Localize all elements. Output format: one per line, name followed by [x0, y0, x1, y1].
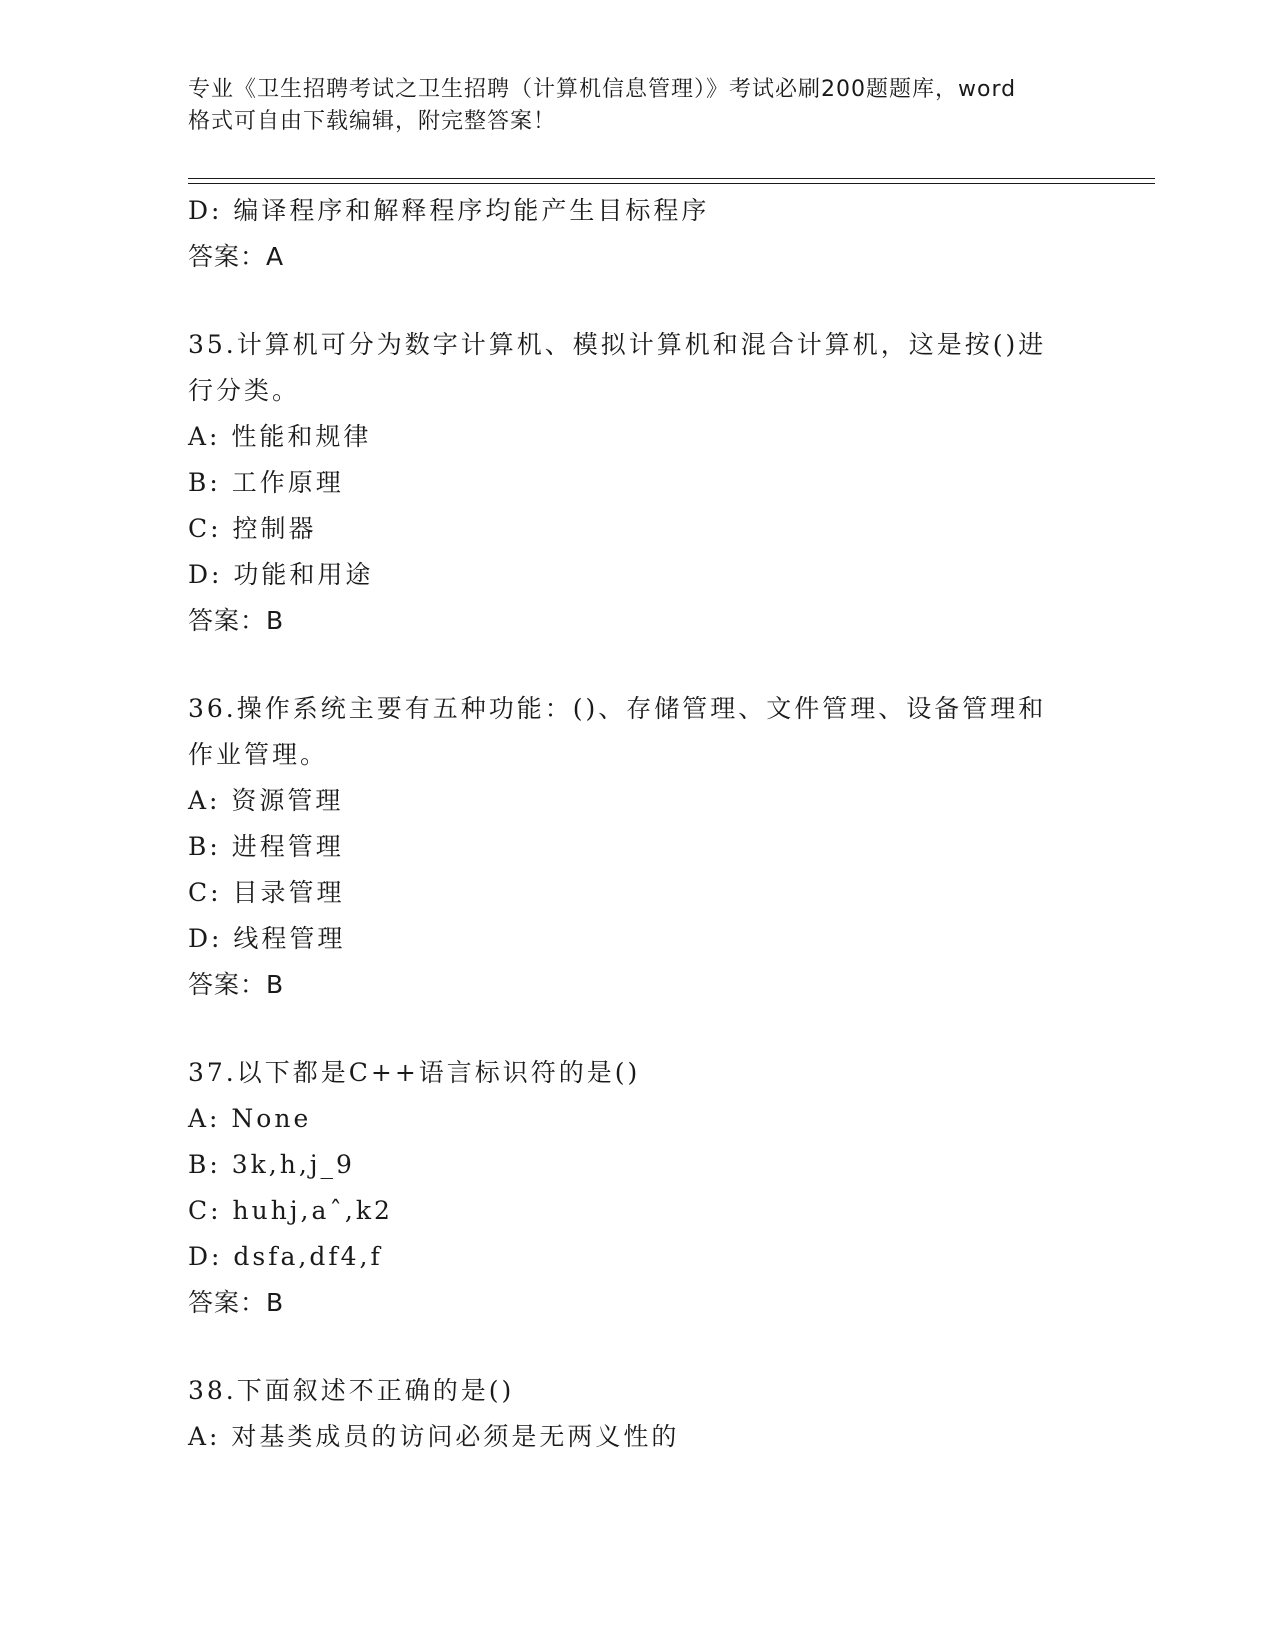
question-stem-line-1: 37.以下都是C++语言标识符的是() — [188, 1058, 641, 1087]
question-35 — [188, 322, 1088, 644]
option-c: C: huhj,aˆ,k2 — [188, 1196, 393, 1225]
question-36 — [188, 686, 1088, 1008]
question-38 — [188, 1368, 1088, 1460]
option-a: A: None — [188, 1104, 312, 1133]
option-a: A: 性能和规律 — [188, 422, 372, 451]
option-a: A: 资源管理 — [188, 786, 344, 815]
question-stem-line-1: 38.下面叙述不正确的是() — [188, 1376, 515, 1405]
question-list — [188, 188, 1088, 1460]
header-rule-top — [188, 178, 1155, 179]
answer: 答案：A — [188, 242, 285, 271]
option-d: D: dsfa,df4,f — [188, 1242, 383, 1271]
option-c: C: 控制器 — [188, 514, 317, 543]
header-line-2: 格式可自由下载编辑，附完整答案！ — [188, 109, 557, 134]
option-b: B: 进程管理 — [188, 832, 344, 861]
question-stem-line-1: 35.计算机可分为数字计算机、模拟计算机和混合计算机，这是按()进 — [188, 330, 1047, 359]
option-b: B: 3k,h,j_9 — [188, 1150, 355, 1179]
document-header — [188, 74, 1088, 138]
option-a: A: 对基类成员的访问必须是无两义性的 — [188, 1422, 680, 1451]
option-d: D: 编译程序和解释程序均能产生目标程序 — [188, 196, 710, 225]
answer: 答案：B — [188, 970, 285, 999]
option-c: C: 目录管理 — [188, 878, 345, 907]
answer: 答案：B — [188, 1288, 285, 1317]
answer: 答案：B — [188, 606, 285, 635]
question-stem-line-1: 36.操作系统主要有五种功能：()、存储管理、文件管理、设备管理和 — [188, 694, 1047, 723]
option-d: D: 线程管理 — [188, 924, 346, 953]
question-37 — [188, 1050, 1088, 1326]
header-rule-bottom — [188, 183, 1155, 184]
question-34-tail — [188, 188, 1088, 280]
option-b: B: 工作原理 — [188, 468, 344, 497]
option-d: D: 功能和用途 — [188, 560, 374, 589]
question-stem-line-2: 作业管理。 — [188, 740, 329, 769]
question-stem-line-2: 行分类。 — [188, 376, 301, 405]
header-line-1: 专业《卫生招聘考试之卫生招聘（计算机信息管理）》考试必刷200题题库，word — [188, 77, 1017, 102]
